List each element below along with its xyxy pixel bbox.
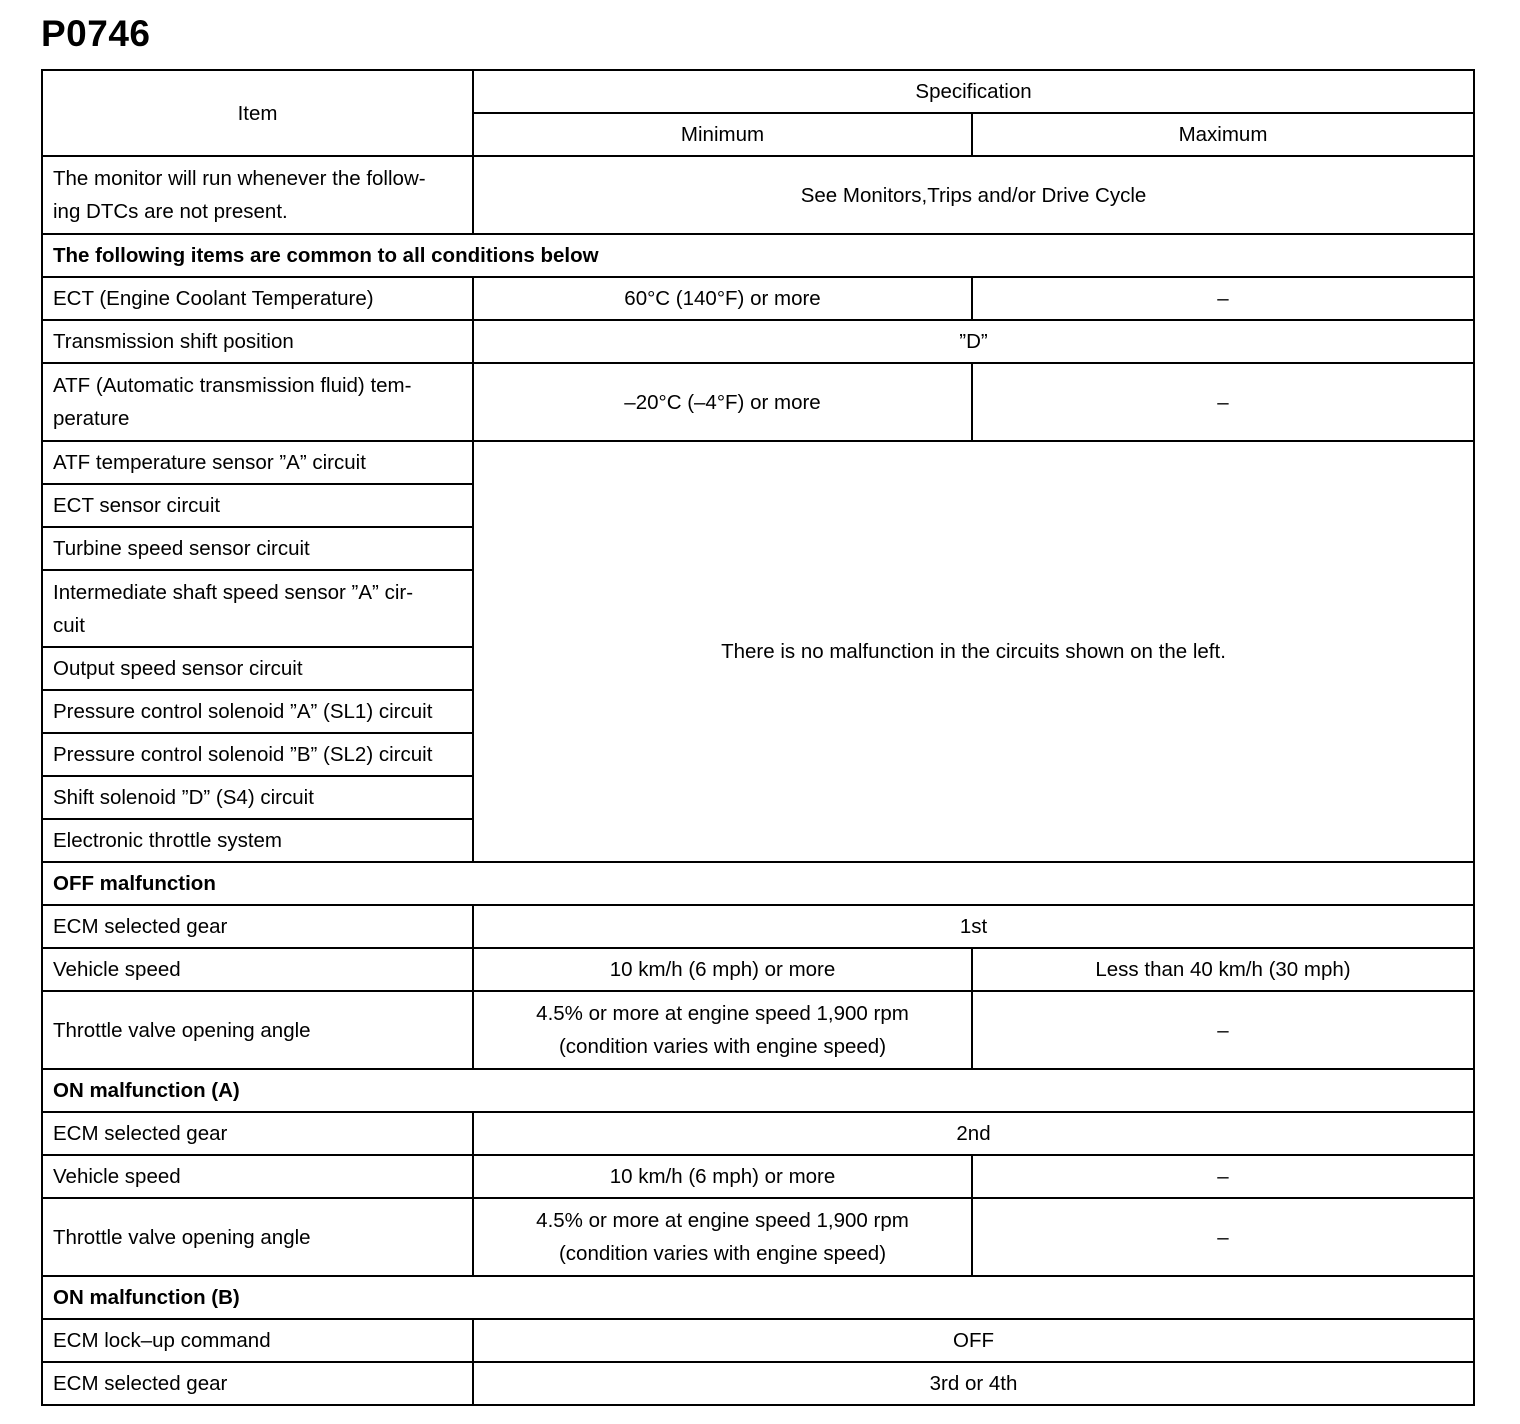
ect-min: 60°C (140°F) or more	[473, 277, 972, 320]
specification-table	[41, 69, 1475, 1406]
table-row	[42, 991, 1474, 1069]
off-speed-item: Vehicle speed	[42, 948, 473, 991]
table-row	[42, 1198, 1474, 1276]
on-a-throttle-min-line1: 4.5% or more at engine speed 1,900 rpm	[536, 1209, 909, 1232]
circuit-item: ATF temperature sensor ”A” circuit	[42, 441, 473, 484]
header-row	[42, 70, 1474, 113]
ect-item: ECT (Engine Coolant Temperature)	[42, 277, 473, 320]
atf-max: –	[972, 363, 1474, 441]
section-off-malfunction: OFF malfunction	[42, 862, 1474, 905]
table-row	[42, 1319, 1474, 1362]
section-row	[42, 1069, 1474, 1112]
on-a-throttle-max: –	[972, 1198, 1474, 1276]
atf-item	[42, 363, 473, 441]
table-row	[42, 1155, 1474, 1198]
on-a-speed-min: 10 km/h (6 mph) or more	[473, 1155, 972, 1198]
off-gear-spec: 1st	[473, 905, 1474, 948]
on-a-gear-spec: 2nd	[473, 1112, 1474, 1155]
monitor-item-line2: ing DTCs are not present.	[53, 200, 288, 223]
circuit-item-line2: cuit	[53, 613, 85, 637]
table-row	[42, 1362, 1474, 1405]
off-speed-min: 10 km/h (6 mph) or more	[473, 948, 972, 991]
header-maximum: Maximum	[972, 113, 1474, 156]
on-b-gear-item: ECM selected gear	[42, 1362, 473, 1405]
section-on-malfunction-a: ON malfunction (A)	[42, 1069, 1474, 1112]
section-common: The following items are common to all conditions below	[42, 234, 1474, 277]
section-row	[42, 1276, 1474, 1319]
shift-position-item: Transmission shift position	[42, 320, 473, 363]
header-item: Item	[42, 70, 473, 156]
circuit-item: Turbine speed sensor circuit	[42, 527, 473, 570]
off-throttle-min	[473, 991, 972, 1069]
off-throttle-min-line1: 4.5% or more at engine speed 1,900 rpm	[536, 1002, 909, 1025]
table-row	[42, 441, 1474, 484]
page-title: P0746	[41, 13, 151, 54]
header-specification: Specification	[473, 70, 1474, 113]
on-a-speed-item: Vehicle speed	[42, 1155, 473, 1198]
circuit-item: Output speed sensor circuit	[42, 647, 473, 690]
circuit-item: Pressure control solenoid ”A” (SL1) circuit	[42, 690, 473, 733]
row-item	[42, 156, 473, 234]
circuit-item: Electronic throttle system	[42, 819, 473, 862]
table-row	[42, 1112, 1474, 1155]
circuit-item	[42, 570, 473, 647]
off-throttle-item: Throttle valve opening angle	[42, 991, 473, 1069]
on-a-throttle-item: Throttle valve opening angle	[42, 1198, 473, 1276]
section-on-malfunction-b: ON malfunction (B)	[42, 1276, 1474, 1319]
on-a-throttle-min	[473, 1198, 972, 1276]
atf-min: –20°C (–4°F) or more	[473, 363, 972, 441]
table-row	[42, 277, 1474, 320]
on-b-lockup-spec: OFF	[473, 1319, 1474, 1362]
table-row	[42, 156, 1474, 234]
on-a-gear-item: ECM selected gear	[42, 1112, 473, 1155]
table-row	[42, 363, 1474, 441]
on-b-gear-spec: 3rd or 4th	[473, 1362, 1474, 1405]
off-throttle-max: –	[972, 991, 1474, 1069]
ect-max: –	[972, 277, 1474, 320]
off-throttle-min-line2: (condition varies with engine speed)	[558, 1035, 887, 1058]
atf-item-line1: ATF (Automatic transmission fluid) tem-	[53, 374, 412, 397]
header-minimum: Minimum	[473, 113, 972, 156]
table-row	[42, 320, 1474, 363]
circuit-item: ECT sensor circuit	[42, 484, 473, 527]
monitor-spec: See Monitors,Trips and/or Drive Cycle	[473, 156, 1474, 234]
on-a-throttle-min-line2: (condition varies with engine speed)	[558, 1242, 887, 1265]
atf-item-line2: perature	[53, 407, 130, 430]
off-speed-max: Less than 40 km/h (30 mph)	[972, 948, 1474, 991]
table-row	[42, 948, 1474, 991]
table-row	[42, 905, 1474, 948]
section-row	[42, 862, 1474, 905]
off-gear-item: ECM selected gear	[42, 905, 473, 948]
circuit-item-line1: Intermediate shaft speed sensor ”A” cir-	[53, 580, 414, 604]
circuit-item: Pressure control solenoid ”B” (SL2) circuit	[42, 733, 473, 776]
on-a-speed-max: –	[972, 1155, 1474, 1198]
on-b-lockup-item: ECM lock–up command	[42, 1319, 473, 1362]
shift-position-spec: ”D”	[473, 320, 1474, 363]
section-row	[42, 234, 1474, 277]
monitor-item-line1: The monitor will run whenever the follow-	[53, 167, 426, 190]
circuit-item: Shift solenoid ”D” (S4) circuit	[42, 776, 473, 819]
circuits-spec: There is no malfunction in the circuits shown on the left.	[473, 441, 1474, 862]
